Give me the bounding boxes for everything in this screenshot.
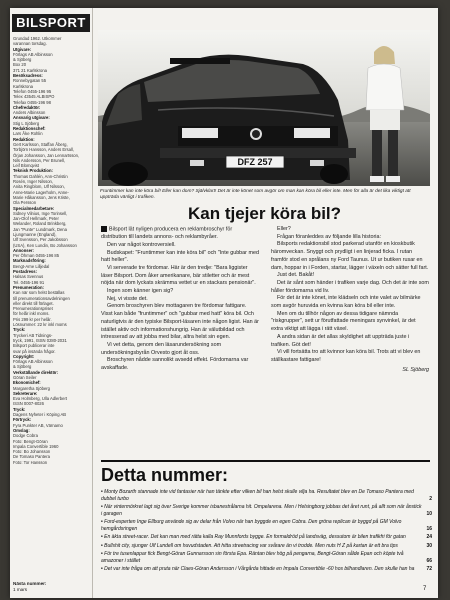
masthead-line: Dagens Nyheter i Köping AB <box>13 412 67 418</box>
article-paragraph <box>101 242 259 250</box>
magazine-page <box>10 8 438 598</box>
masthead-line: Anita Ringblom, Ulf Nilsson, <box>13 184 65 190</box>
contents-heading: Detta nummer: <box>101 460 430 486</box>
masthead-line: ISSN 0007-8026 <box>13 401 44 407</box>
article-text: Vi vet detta, genom den läsarundersökning som undersökningsbyrån Orvesto gjort åt oss. <box>101 341 222 356</box>
masthead-heading: Omslag: <box>13 427 30 433</box>
masthead-line: Foto: Bo Johansson <box>13 449 51 455</box>
dropcap-square <box>101 226 107 232</box>
bullet-icon: • <box>101 551 105 557</box>
contents-page-number: 16 <box>426 525 432 532</box>
masthead-line: Thomas Dahlén, Ann-Christin <box>13 173 68 179</box>
masthead-column <box>10 8 93 598</box>
masthead-heading: Postadress: <box>13 269 37 275</box>
masthead-line: Pris 299 kr per helår. <box>13 316 52 322</box>
masthead-line: Anne-Marie Lagerholm, Anne- <box>13 189 69 195</box>
masthead-line: Ljungmanne (England), <box>13 231 57 237</box>
masthead-line: & Sjöberg <box>13 364 32 370</box>
masthead-line: Foto: Tor Hansson <box>13 459 48 465</box>
masthead-line: 371 21 Karlskrona <box>13 67 47 73</box>
article-paragraph <box>271 295 429 310</box>
masthead-heading: Copyright: <box>13 353 35 359</box>
article-headline: Kan tjejer köra bil? <box>188 204 342 223</box>
masthead-line: Nils Andersson, Per Brunell, <box>13 157 66 163</box>
masthead-line: Telefon 0455-196 95 <box>13 88 52 94</box>
bullet-icon: • <box>101 534 105 540</box>
masthead-line: svar på insända frågor. <box>13 348 56 354</box>
author-signature: SL Sjöberg <box>402 366 429 373</box>
masthead-line: Bilsport publicerar inte <box>13 343 55 349</box>
masthead-heading: Chefredaktör: <box>13 104 41 110</box>
article-text: Den var något kontroversiell. <box>107 241 176 248</box>
masthead-line: Prenumerationspriset <box>13 306 53 312</box>
contents-text: Bullshit city, sjunger Ulf Lundell om huvudstaden. Att hitta streetracing var svårare än vi trodde. Men nuts H Z på kartan är ett bra tips <box>104 542 398 549</box>
contents-text: Monty Bozarth stannade inte vid fantasier när han tänkte efter vilken bil han helst skulle vilja ha. Resultatet blev en De Tomaso Pantera med dubbel turbo <box>101 489 414 502</box>
masthead-line: varannan torsdag. <box>13 41 47 47</box>
contents-text: En äkta street-racer. Det kan man med rätta kalla Ray Munnfords bygge. En formaldröd på landsväg, dessutom är bilen trafikfri för gatan <box>104 534 406 540</box>
masthead-line: Tel. 0455-196 91 <box>13 279 45 285</box>
masthead-heading: Ansvarig utgivare: <box>13 115 50 121</box>
masthead-line: Förlags AB Albinsson <box>13 359 53 365</box>
editorial-article <box>101 226 430 454</box>
masthead-line: Leif Blomqvist <box>13 163 40 169</box>
masthead-heading: Annonser: <box>13 247 34 253</box>
article-text: Eller? <box>277 226 291 232</box>
article-text: Nej, vi visste det. <box>107 295 148 302</box>
article-text: A andra sidan är det allas skyldighet att uppträda juste i trafiken. Göt det! <box>271 333 410 348</box>
masthead-line: Per Öhman 0455-196 85 <box>13 253 60 259</box>
masthead-heading: Redaktionschef: <box>13 126 46 132</box>
article-paragraph <box>101 250 259 265</box>
article-paragraph <box>271 234 429 242</box>
next-issue-date: 1 mars <box>13 586 28 592</box>
masthead-line: Förlags AB Albinsson <box>13 51 53 57</box>
masthead-line: Margaretha Sjöberg <box>13 385 51 391</box>
article-text: Vi vill fortsätta tro att kvinnor kan köra bil. Trots att vi blev en ställkastare fattigare! <box>271 349 421 363</box>
license-plate: DFZ 257 <box>237 157 273 167</box>
bullet-icon: • <box>101 542 105 549</box>
contents-item <box>101 504 432 517</box>
masthead-line: Halsas Svennus <box>13 274 44 280</box>
contents-text: Det var inte fråga om att pruta när Claes-Göran Andersson i Vårgårda hittade en Impala Convertible -60 hos bilhandlaren. Den skulle han ha <box>104 566 415 572</box>
contents-page-number: 66 <box>426 557 432 564</box>
masthead-line: Lösnummer: 22 kr inkl moms <box>13 322 67 328</box>
bilsport-logo: BILSPORT <box>12 14 90 32</box>
masthead-heading: Besöksadress: <box>13 73 43 79</box>
masthead-credits <box>13 36 90 465</box>
bullet-icon: • <box>101 504 105 510</box>
article-text: Men om du tillhör någon av dessa tidigare nämnda "riskgrupper", sett ur förutfattade meningars synvinkel, är det extra viktigt att lägga i rätt växel. <box>271 310 416 333</box>
masthead-heading: Förtryck: <box>13 417 32 423</box>
masthead-line: för helår inkl moms. <box>13 311 50 317</box>
article-paragraph <box>101 357 259 372</box>
article-text: Just det. Bakåt! <box>277 272 315 279</box>
masthead-line: Telex 43545 ALBISPO <box>13 94 55 100</box>
masthead-line: Göran Seiler <box>13 375 37 380</box>
article-paragraph <box>271 241 429 272</box>
photo-caption: Fruntimmer kan inte köra bil! Eller kan dom? Självklart! Det är inte könet som avgör om man kan köra bil eller inte. Men för alla är det lika viktigt att uppträda vänligt i trafiken. <box>100 189 411 200</box>
masthead-line: Dodge Cobra <box>13 433 38 439</box>
article-paragraph <box>101 303 259 342</box>
bullet-icon: • <box>101 519 105 525</box>
masthead-line: Jan "Punte" Lundmark, Dena <box>13 226 67 232</box>
article-paragraph <box>271 334 429 349</box>
masthead-line: Gert Karlsson, Staffan Åberg, <box>13 141 68 147</box>
article-text: Broschyren nådde sannolikt avsedd effekt. Fördomarna var avskaffade. <box>101 357 249 372</box>
masthead-line: Torbjörn Hansson, Anders Ersall, <box>13 147 74 153</box>
contents-item <box>101 551 432 564</box>
masthead-heading: Teknisk Produktion: <box>13 168 53 174</box>
masthead-line: Grundad 1962. Utkommer <box>13 36 62 41</box>
contents-text: För tre tusenlappar fick Bengt-Göran Gunnarsson sin första Epa. Räntan blev hög på pengarna, Bengt-Göran sålde Epan och köpte två amazoner i stället <box>101 551 404 564</box>
contents-page-number: 24 <box>426 534 432 540</box>
masthead-heading: Marknadsföring: <box>13 258 46 264</box>
masthead-line: Örjan Johansson, Jan Lennartsson, <box>13 152 80 158</box>
masthead-line: Fyra Punkter AB, Värnamo <box>13 422 63 428</box>
article-text: Frågan föranleddes av följande lilla historia: <box>277 233 381 240</box>
article-text: Det är sånt som händer i trafiken varje dag. Och det är inte som håller fördomarna vid liv. <box>271 279 429 294</box>
article-paragraph <box>101 265 259 288</box>
article-text: Bilsports redaktionsbil stod parkerad utanför en kioskbutik häromveckan. Snyggt och prydligt i en linjerad ficka. I rutan framför stod en språlans ny Ford Taunus. Ut ur butiken rusar en dam, hoppar in i Forden, startar, lägger i växeln och sätter full fart. <box>271 241 429 271</box>
contents-text: När vintermörkret lagt sig över Sverige kommer isbanestrålarna hit. Ompelarena. Men i Helsingborg jobbas det året runt, på allt som när ånstick i garagen <box>101 504 422 517</box>
article-paragraph <box>271 272 429 280</box>
article-text: Budskapet: "Fruntimmer kan inte köra bil" och "Inte gubbar med hatt heller". <box>101 249 259 264</box>
masthead-line: Ronnebygatan 55 <box>13 78 47 84</box>
article-text: Ingen som känner igen sig? <box>107 288 174 295</box>
masthead-line: Marie Håkansson, Jens Kriste, <box>13 194 70 200</box>
masthead-line: Eva Holmberg, Ulla Adlerbert <box>13 396 67 402</box>
masthead-line: (USA), Ken Lundin, Bo Johansson <box>13 242 77 248</box>
article-text: Vi serverade tre fördomar. Här är den tredje: "Bara liggister läser Bilsport. Dom åker amerikanare, bär stiletter och är mest nöjda när dom lyckats skrämma vettet ur en stackars pensionär". <box>101 264 256 287</box>
masthead-line: Rosén, Inger Nilsson, <box>13 179 54 185</box>
masthead-line: Sidney Vilnius, Inge Torinsell, <box>13 210 68 216</box>
article-paragraph <box>271 280 429 295</box>
bullet-icon: • <box>101 566 105 572</box>
contents-text: Ford-experten Inge Ellburg använde sig av delar från Volvo när han byggde en egen Cobra. Den gröna replican är byggd på GM Volvo hemgårdsringen <box>101 519 402 532</box>
masthead-heading: Tryck: <box>13 406 26 412</box>
article-paragraph <box>271 349 429 364</box>
masthead-line: Tryckeri AB Tidnings- <box>13 332 53 338</box>
article-paragraph <box>101 342 259 357</box>
contents-item <box>101 543 432 550</box>
contents-page-number: 72 <box>426 566 432 572</box>
article-text: För det är inte könet, inte klädseln och inte valet av bilmärke som avgör huruvida en kvinna kan köra bil eller inte. <box>271 295 421 310</box>
masthead-line: Telefax 0455-196 98 <box>13 99 51 105</box>
contents-item <box>101 566 432 573</box>
next-issue-label: Nästa nummer: <box>13 581 47 586</box>
contents-page-number: 30 <box>426 542 432 549</box>
article-paragraph <box>101 226 259 242</box>
contents-list <box>101 489 432 575</box>
masthead-line: Welander, Roland Brinkberg, <box>13 221 67 227</box>
next-issue <box>13 581 90 592</box>
masthead-line: Stig L Sjöberg <box>13 120 40 126</box>
article-text: Genom broschyren blev mottagaren tre fördomar fattigare. Visst kan både "fruntimmer" och "gubbar med hatt" köra bil. Och naturligtvis är den typiske Bilsport-läsaren inte någon ligist. Han är istället aktiv och informationshungrig. Han är välutbildad och intresserad av att jobba med bilar, altra helst sin egen. <box>101 303 259 341</box>
masthead-line: Bengt-Arne Lilljedal <box>13 263 50 269</box>
masthead-line: Karlskrona <box>13 83 34 89</box>
page-number: 7 <box>423 586 427 592</box>
masthead-line: Kan när som helst beställas <box>13 290 65 296</box>
masthead-line: Box 20 <box>13 62 27 68</box>
masthead-heading: Verkställande direktör: <box>13 369 59 375</box>
contents-item <box>101 519 432 532</box>
masthead-heading: Specialmedarbetare: <box>13 205 55 211</box>
masthead-heading: Utgivare: <box>13 46 32 52</box>
masthead-heading: Prenumeration: <box>13 284 44 290</box>
article-column-2 <box>271 226 429 374</box>
masthead-heading: Tryck: <box>13 327 26 333</box>
masthead-line: eller direkt till förlaget. <box>13 300 54 306</box>
article-paragraph <box>271 311 429 334</box>
masthead-line: tryck, 1991, ISSN 0280-2031 <box>13 337 67 343</box>
contents-item <box>101 489 432 502</box>
masthead-heading: Sekreterare: <box>13 390 38 396</box>
article-paragraph <box>101 296 259 304</box>
masthead-line: & Sjöberg <box>13 57 32 63</box>
contents-page-number: 2 <box>429 495 432 502</box>
masthead-line: Lars Åke Rohlin <box>13 131 43 137</box>
masthead-line: Ola Persson <box>13 200 37 206</box>
masthead-heading: Redaktion: <box>13 136 35 142</box>
masthead-line: De Tomaso Pantera <box>13 454 50 460</box>
article-paragraph <box>101 288 259 296</box>
car-and-woman-photo <box>98 30 430 186</box>
masthead-line: Foto: Bengt-Göran <box>13 438 48 444</box>
masthead-line: Jan-Olof Hellmark, Peter <box>13 216 59 222</box>
contents-item <box>101 534 432 541</box>
masthead-line: Anders Albinsson <box>13 110 46 116</box>
article-text: Bilsport lät nyligen producera en reklambroschyr för distribution till landets annons- och reklambyråer. <box>101 226 233 241</box>
masthead-line: Ulf Svensson, Per Jakobsson <box>13 237 68 243</box>
contents-page-number: 10 <box>426 510 432 517</box>
article-paragraph <box>271 226 429 234</box>
masthead-line: Impala Convertible 1960 <box>13 443 59 449</box>
masthead-line: till prenumerationsavdelningen <box>13 295 70 301</box>
article-column-1 <box>101 226 259 373</box>
bullet-icon: • <box>101 489 105 495</box>
cover-photo <box>98 30 430 186</box>
masthead-heading: Ekonomichef: <box>13 380 41 386</box>
